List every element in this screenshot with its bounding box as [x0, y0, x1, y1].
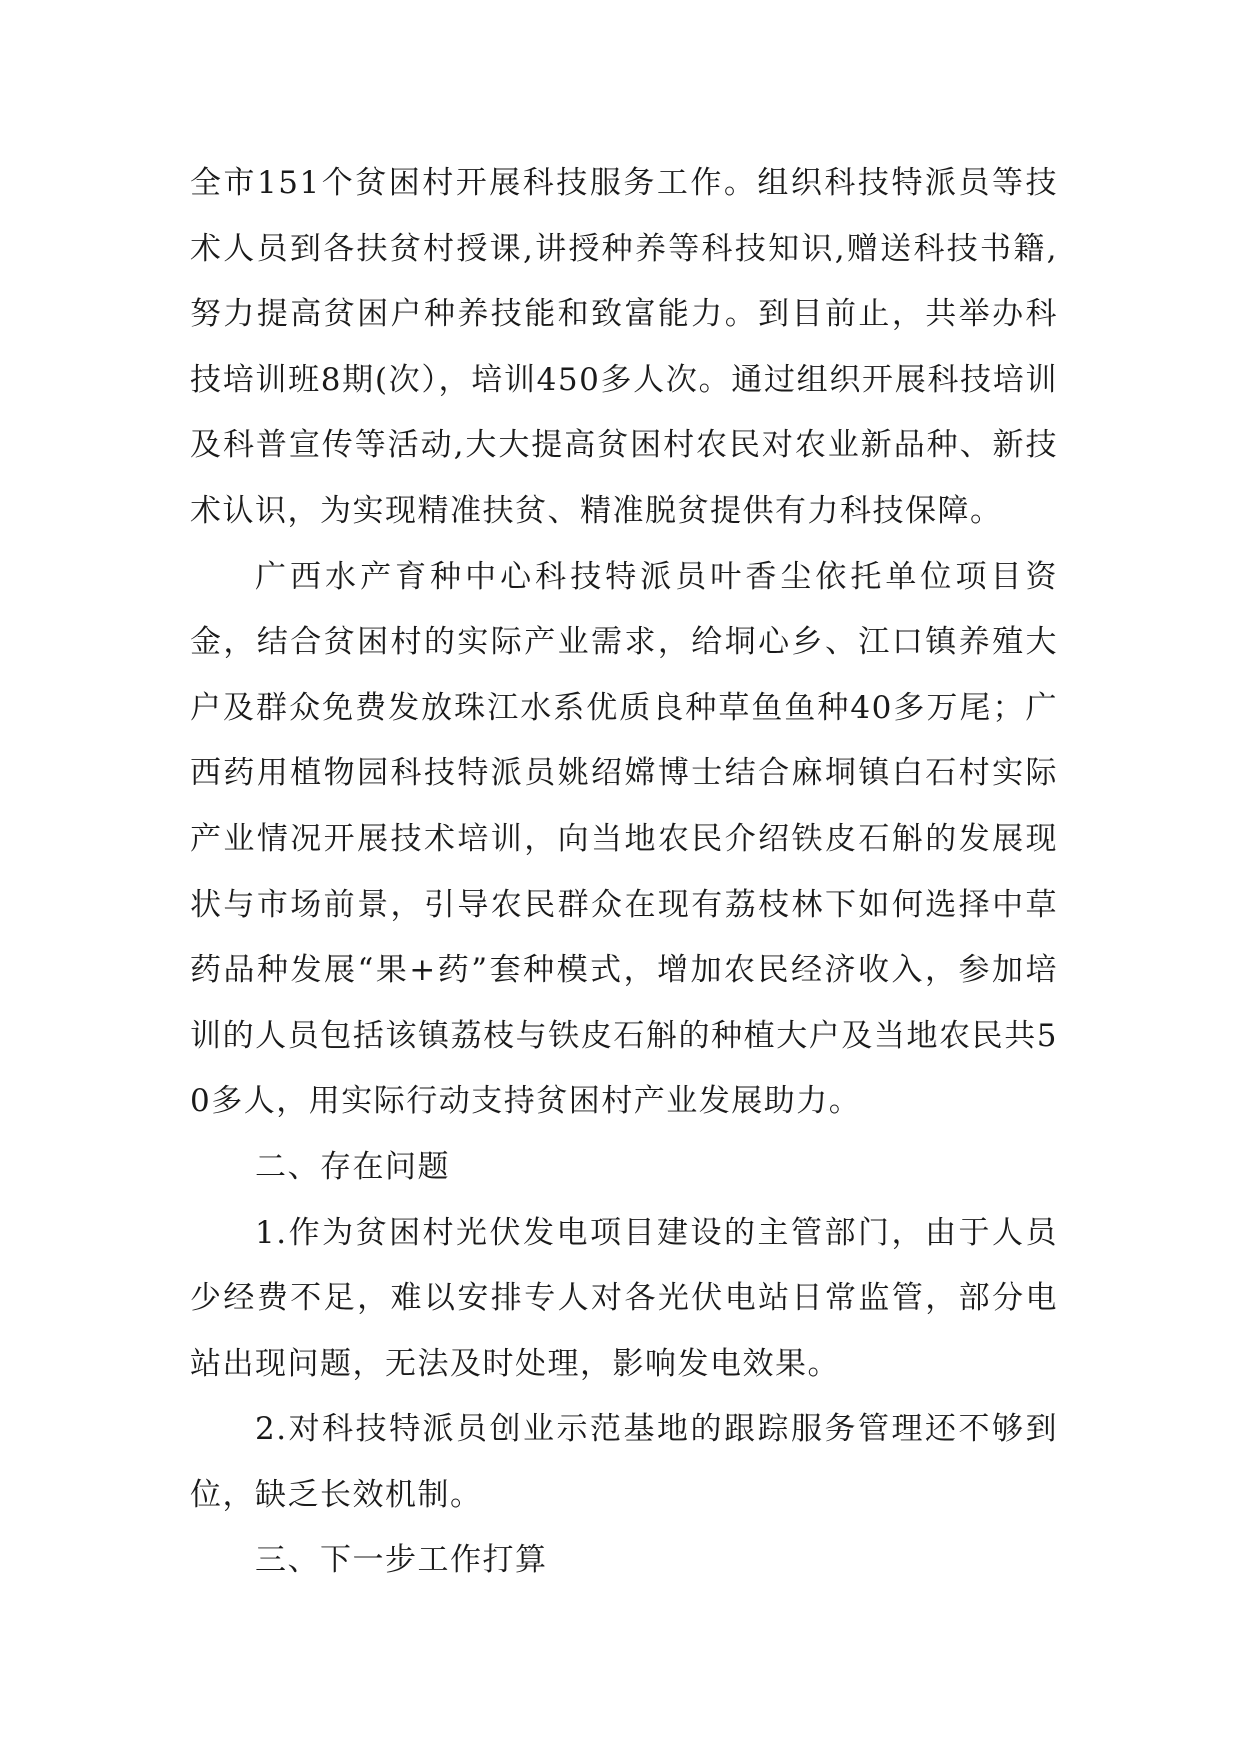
heading-existing-problems: 二、存在问题 [255, 1148, 450, 1185]
paragraph-problem-1: 1.作为贫困村光伏发电项目建设的主管部门，由于人员少经费不足，难以安排专人对各光伏电站日常监管，部分电站出现问题，无法及时处理，影响发电效果。 [190, 1214, 1058, 1382]
paragraph-problem-2: 2.对科技特派员创业示范基地的跟踪服务管理还不够到位，缺乏长效机制。 [190, 1411, 1058, 1513]
document-body [190, 151, 1058, 1594]
paragraph-tech-envoys: 广西水产育种中心科技特派员叶香尘依托单位项目资金，结合贫困村的实际产业需求，给垌心乡、江口镇养殖大户及群众免费发放珠江水系优质良种草鱼鱼种40多万尾；广西药用植物园科技特派员姚绍嫦博士结合麻垌镇白石村实际产业情况开展技术培训，向当地农民介绍铁皮石斛的发展现状与市场前景，引导农民群众在现有荔枝林下如何选择中草药品种发展“果+药”套种模式，增加农民经济收入，参加培训的人员包括该镇荔枝与铁皮石斛的种植大户及当地农民共50多人，用实际行动支持贫困村产业发展助力。 [190, 558, 1058, 1120]
heading-next-steps: 三、下一步工作打算 [255, 1542, 548, 1579]
paragraph-tech-training: 全市151个贫困村开展科技服务工作。组织科技特派员等技术人员到各扶贫村授课,讲授种养等科技知识,赠送科技书籍,努力提高贫困户种养技能和致富能力。到目前止，共举办科技培训班8期(次），培训450多人次。通过组织开展科技培训及科普宣传等活动,大大提高贫困村农民对农业新品种、新技术认识，为实现精准扶贫、精准脱贫提供有力科技保障。 [190, 165, 1058, 529]
